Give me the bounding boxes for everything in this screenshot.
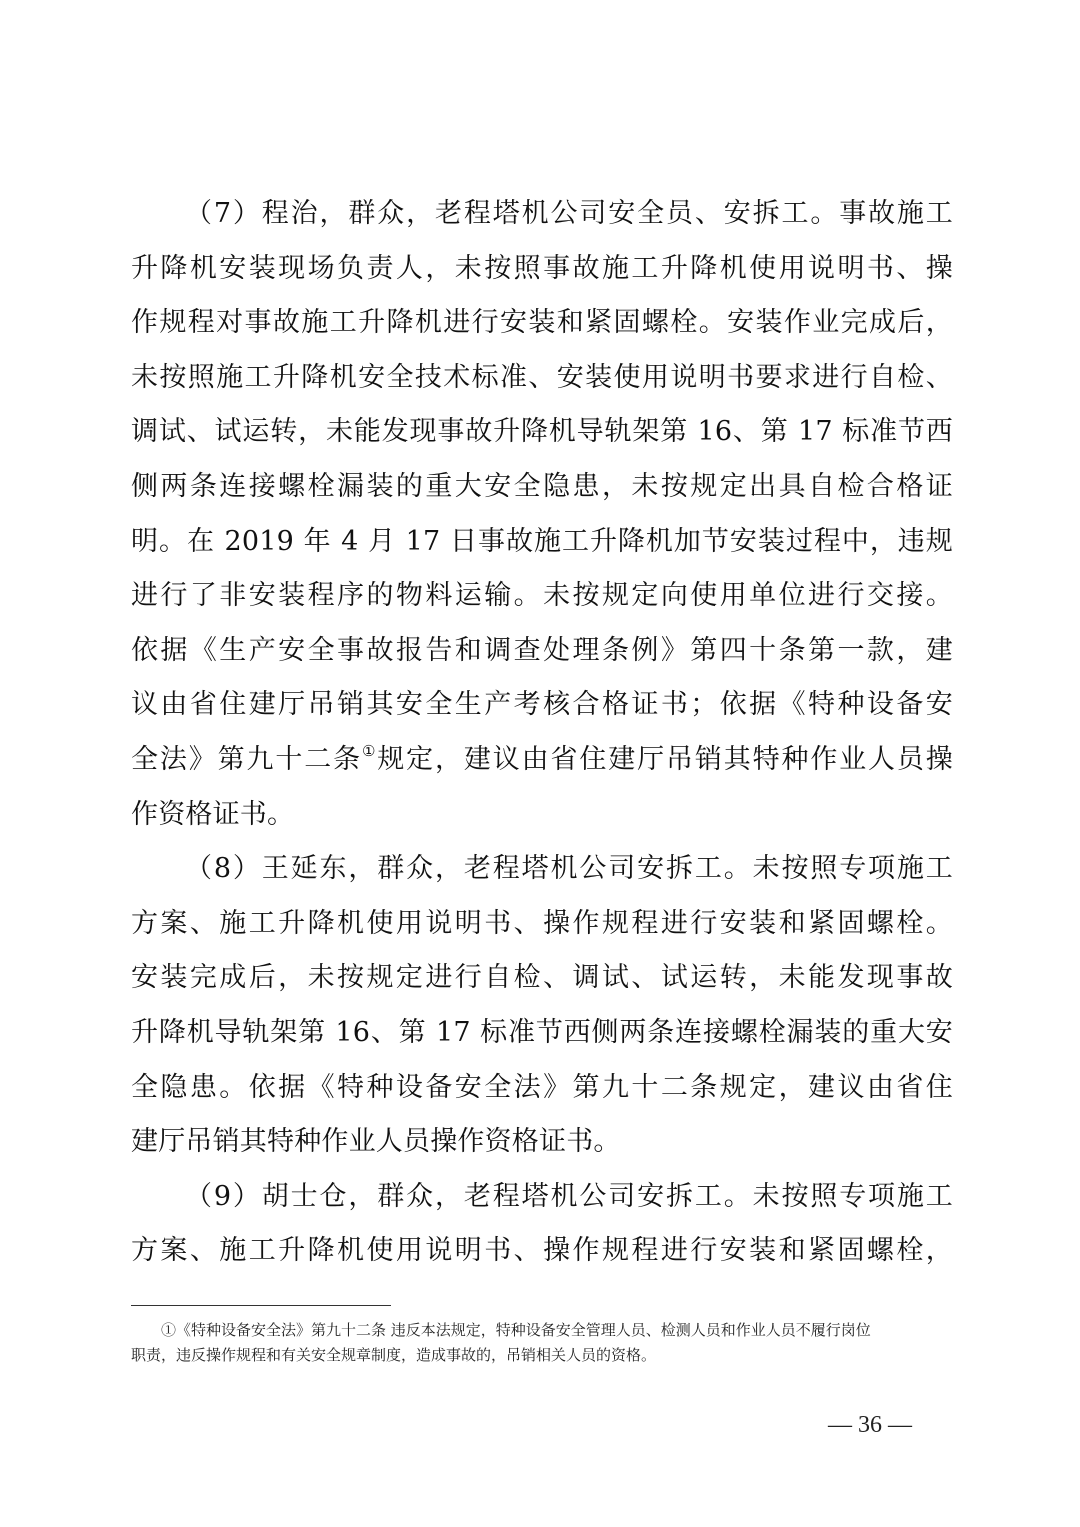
paragraph-7-line: 升降机安装现场负责人，未按照事故施工升降机使用说明书、操 xyxy=(131,252,953,284)
footnote-line: ①《特种设备安全法》第九十二条 违反本法规定，特种设备安全管理人员、检测人员和作业人员不履行岗位 xyxy=(161,1321,871,1339)
paragraph-7-line: 调试、试运转，未能发现事故升降机导轨架第 16、第 17 标准节西 xyxy=(131,416,953,448)
paragraph-7-line: 依据《生产安全事故报告和调查处理条例》第四十条第一款，建 xyxy=(131,634,953,666)
paragraph-8-line: 升降机导轨架第 16、第 17 标准节西侧两条连接螺栓漏装的重大安 xyxy=(131,1016,953,1048)
footnote-line: 职责，违反操作规程和有关安全规章制度，造成事故的，吊销相关人员的资格。 xyxy=(131,1346,657,1364)
paragraph-8-line: 建厅吊销其特种作业人员操作资格证书。 xyxy=(131,1126,621,1158)
paragraph-7-line-with-footnote xyxy=(131,733,953,788)
page-number: — 36 — xyxy=(828,1412,912,1438)
paragraph-9-line: （9）胡士仓，群众，老程塔机公司安拆工。未按照专项施工 xyxy=(185,1180,953,1212)
body-text xyxy=(131,187,953,1279)
paragraph-7-line: 议由省住建厅吊销其安全生产考核合格证书；依据《特种设备安 xyxy=(131,689,953,721)
paragraph-7-line: 作资格证书。 xyxy=(131,798,295,830)
paragraph-7-line: 未按照施工升降机安全技术标准、安装使用说明书要求进行自检、 xyxy=(131,361,953,393)
footnote-reference-marker: ① xyxy=(361,741,378,760)
paragraph-7-text-after-footnote: 规定，建议由省住建厅吊销其特种作业人员操 xyxy=(377,743,953,775)
paragraph-8-line: 全隐患。依据《特种设备安全法》第九十二条规定，建议由省住 xyxy=(131,1071,953,1103)
paragraph-7-line: 进行了非安装程序的物料运输。未按规定向使用单位进行交接。 xyxy=(131,580,953,612)
paragraph-8-line: （8）王延东，群众，老程塔机公司安拆工。未按照专项施工 xyxy=(185,853,953,885)
paragraph-7-line: （7）程治，群众，老程塔机公司安全员、安拆工。事故施工 xyxy=(185,198,953,229)
footnote xyxy=(131,1318,953,1368)
footnote-divider xyxy=(131,1305,391,1306)
paragraph-8-line: 方案、施工升降机使用说明书、操作规程进行安装和紧固螺栓。 xyxy=(131,907,953,939)
paragraph-7-line: 作规程对事故施工升降机进行安装和紧固螺栓。安装作业完成后， xyxy=(131,307,953,339)
paragraph-7-line: 明。在 2019 年 4 月 17 日事故施工升降机加节安装过程中，违规 xyxy=(131,525,953,557)
paragraph-9-line: 方案、施工升降机使用说明书、操作规程进行安装和紧固螺栓， xyxy=(131,1235,953,1267)
paragraph-7-line: 侧两条连接螺栓漏装的重大安全隐患，未按规定出具自检合格证 xyxy=(131,470,953,502)
paragraph-8-line: 安装完成后，未按规定进行自检、调试、试运转，未能发现事故 xyxy=(131,962,953,994)
paragraph-7-text-before-footnote: 全法》第九十二条 xyxy=(131,743,362,775)
